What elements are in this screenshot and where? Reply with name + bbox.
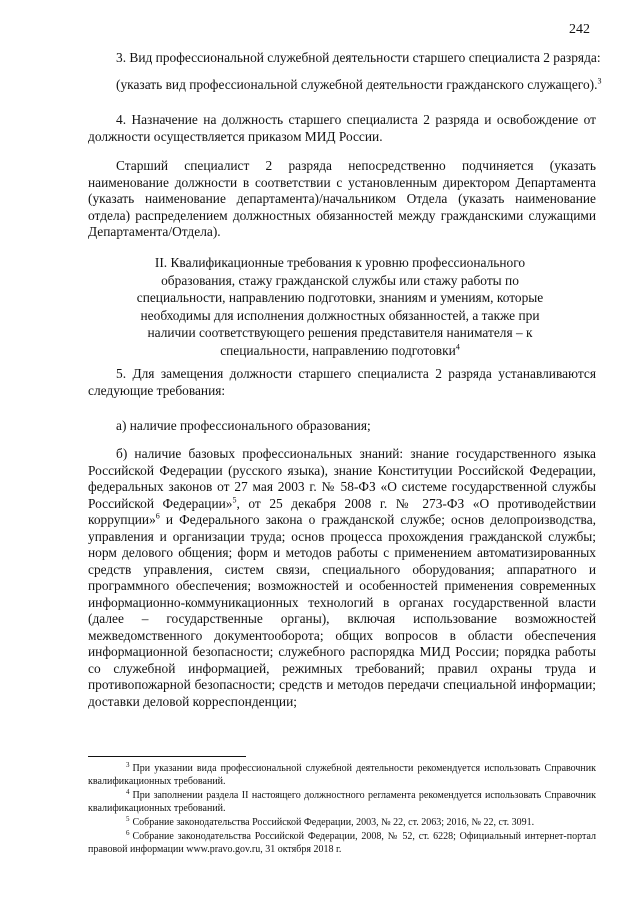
footnote-number: 5 <box>126 814 130 823</box>
footnote <box>88 762 596 788</box>
paragraph-3-text: 3. Вид профессиональной служебной деятельности старшего специалиста 2 разряда: <box>116 50 601 65</box>
paragraph-5a-text: а) наличие профессионального образования; <box>116 418 371 433</box>
paragraph-subordination <box>88 158 596 241</box>
footnote-number: 4 <box>126 787 130 796</box>
footnotes <box>88 762 596 857</box>
paragraph-3-hint-text: (указать вид профессиональной служебной деятельности гражданского служащего). <box>116 77 598 92</box>
footnote-text: При заполнении раздела II настоящего должностного регламента рекомендуется использовать Справочник квалификационных требований. <box>88 790 596 814</box>
paragraph-3-hint <box>88 77 624 94</box>
footnote-number: 6 <box>126 828 130 837</box>
footnote <box>88 830 596 856</box>
paragraph-5-text: 5. Для замещения должности старшего специалиста 2 разряда устанавливаются следующие требования: <box>88 366 596 398</box>
section-heading-text: II. Квалификационные требования к уровню профессионального образования, стажу гражданской службы или стажу работы по специальности, направлению подготовки, знаниям и умениям, которые необходимы для исполнения должностных обязанностей, а также при наличии соответствующего решения представителя нанимателя – к специальности, направлению подготовки <box>136 255 544 358</box>
footnote <box>88 789 596 815</box>
paragraph-5b-text-a: б) наличие базовых профессиональных знаний: знание государственного языка Российской Федерации (русского языка), знание Конституции Российской Федерации, федеральных законов от 27 мая 2003 г. № 58-ФЗ «О системе государственной службы Российской Федерации» <box>88 446 596 511</box>
paragraph-4 <box>88 112 596 145</box>
paragraph-5b <box>88 446 596 710</box>
footnote-text: Собрание законодательства Российской Федерации, 2008, № 52, ст. 6228; Официальный интернет-портал правовой информации www.pravo.gov.ru, 31 октября 2018 г. <box>88 831 596 855</box>
paragraph-5b-text-c: и Федерального закона о гражданской службе; основ делопроизводства, управления и организации труда; основ процесса прохождения гражданской службы; норм делового общения; форм и методов работы с применением автоматизированных средств управления, систем связи, специального оборудования; аппаратного и программного обеспечения; возможностей и особенностей применения современных информационно-коммуникационных технологий в органах государственной власти (далее – государственные органы), включая использование возможностей межведомственного документооборота; общих вопросов в области обеспечения информационной безопасности; служебного распорядка МИД России; порядка работы со служебной информацией, режимных требований; правил охраны труда и противопожарной безопасности; средств и методов передачи специальной информации; доставки деловой корреспонденции; <box>88 512 596 709</box>
footnote-ref-5: 5 <box>232 495 237 505</box>
footnote-text: Собрание законодательства Российской Федерации, 2003, № 22, ст. 2063; 2016, № 22, ст. 3091. <box>132 817 535 828</box>
paragraph-5a <box>88 418 596 435</box>
paragraph-5 <box>88 366 596 399</box>
footnote-divider <box>88 756 246 757</box>
paragraph-5b-text-b: , от 25 декабря 2008 г. № 273-ФЗ «О противодействии коррупции» <box>88 495 596 527</box>
footnote-number: 3 <box>126 760 130 769</box>
page-number: 242 <box>569 22 590 37</box>
paragraph-subordination-text: Старший специалист 2 разряда непосредственно подчиняется (указать наименование должности в соответствии с установленным директором Департамента (указать наименование департамента)/начальником Отдела (указать наименование отдела) распределением должностных обязанностей между гражданскими служащими Департамента/Отдела). <box>88 158 596 239</box>
paragraph-3 <box>88 50 624 67</box>
footnote-ref-6: 6 <box>155 511 160 521</box>
paragraph-4-text: 4. Назначение на должность старшего специалиста 2 разряда и освобождение от должности осуществляется приказом МИД России. <box>88 112 596 144</box>
footnote <box>88 816 596 829</box>
footnote-ref-3: 3 <box>597 76 602 86</box>
footnote-ref-4: 4 <box>455 342 460 352</box>
footnote-text: При указании вида профессиональной служебной деятельности рекомендуется использовать Справочник квалификационных требований. <box>88 763 596 787</box>
section-heading <box>120 254 560 359</box>
